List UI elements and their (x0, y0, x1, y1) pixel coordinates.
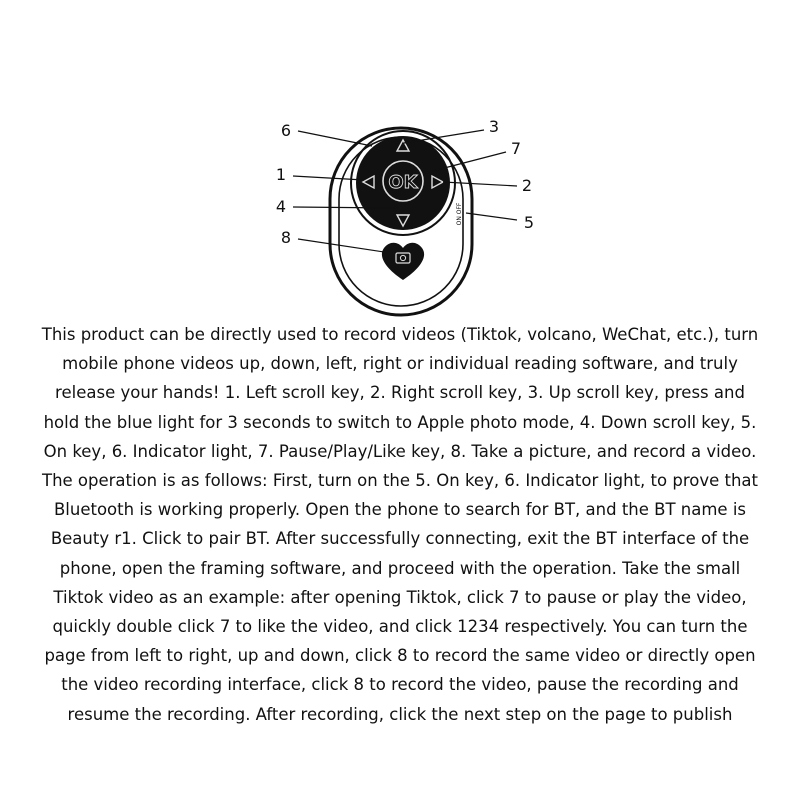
callout-3: 3 (488, 117, 500, 136)
callout-2: 2 (521, 176, 533, 195)
switch-label: ON OFF (456, 202, 463, 226)
callout-4: 4 (275, 197, 287, 216)
leader-line-8 (298, 239, 384, 252)
callout-1: 1 (275, 165, 287, 184)
callout-6: 6 (280, 121, 292, 140)
camera-button (382, 243, 424, 280)
remote-control-diagram (0, 0, 800, 320)
ok-label: OK (388, 172, 418, 193)
callout-5: 5 (523, 213, 535, 232)
callout-7: 7 (510, 139, 522, 158)
leader-line-1 (293, 176, 364, 180)
product-description: This product can be directly used to record videos (Tiktok, volcano, WeChat, etc.), turn mobile phone videos up, down, left, right or individual reading software, and truly release your hands! 1. Left scroll key, 2. Right scroll key, 3. Up scroll key, press and hold the blue light for 3 seconds to switch to Apple photo mode, 4. Down scroll key, 5. On key, 6. Indicator light, 7. Pause/Play/Like key, 8. Take a picture, and record a video. The operation is as follows: First, turn on the 5. On key, 6. Indicator light, to prove that Bluetooth is working properly. Open the phone to search for BT, and the BT name is Beauty r1. Click to pair BT. After successfully connecting, exit the BT interface of the phone, open the framing software, and proceed with the operation. Take the small Tiktok video as an example: after opening Tiktok, click 7 to pause or play the video, quickly double click 7 to like the video, and click 1234 respectively. You can turn the page from left to right, up and down, click 8 to record the same video or directly open the video recording interface, click 8 to record the video, pause the recording and resume the recording. After recording, click the next step on the page to publish (41, 325, 759, 724)
leader-line-5 (466, 213, 517, 220)
callout-8: 8 (280, 228, 292, 247)
